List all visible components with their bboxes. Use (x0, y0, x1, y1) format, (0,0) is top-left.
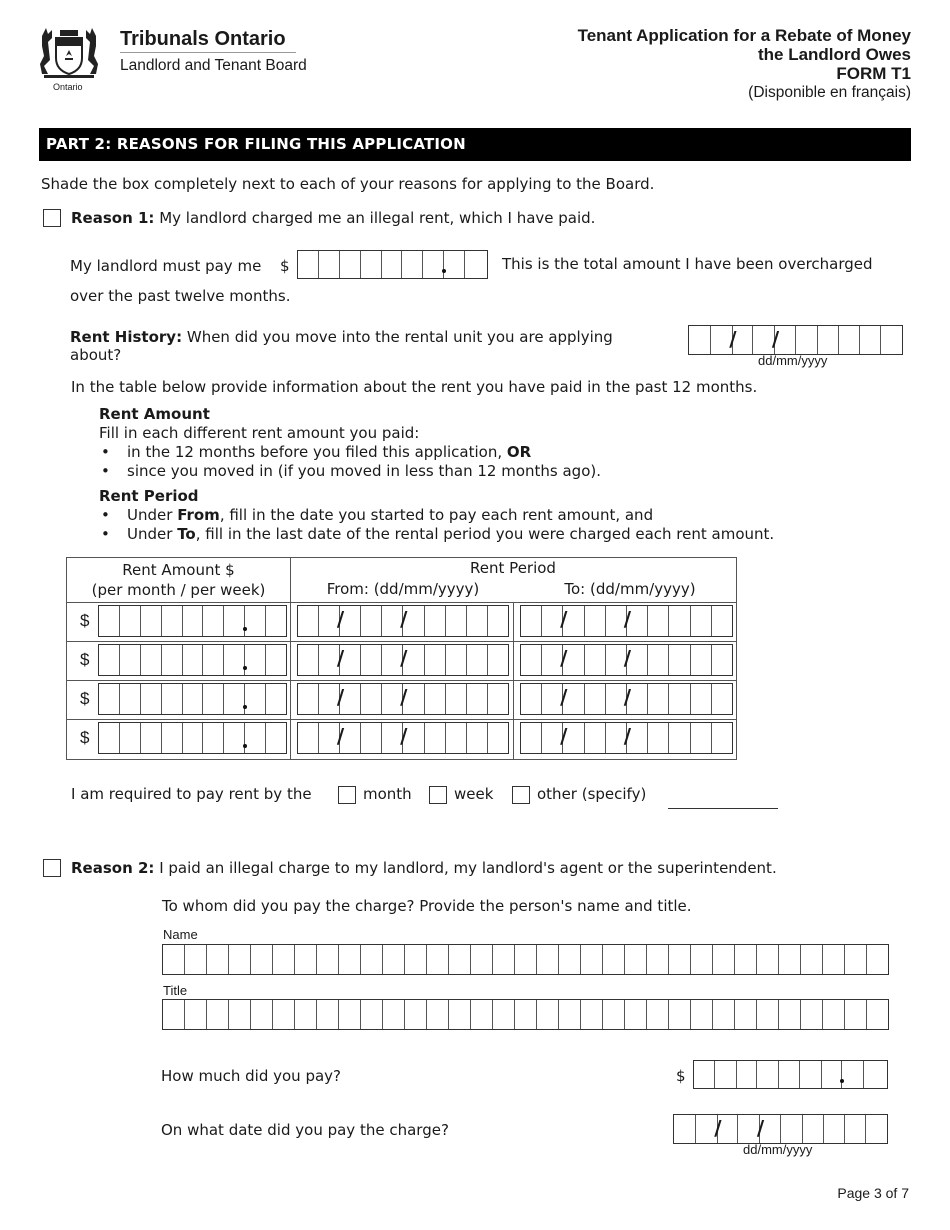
board-logo (36, 22, 316, 92)
charge-date-hint: dd/mm/yyyy (743, 1142, 813, 1157)
rent-amount-bullet-2: • since you moved in (if you moved in less than 12 months ago). (99, 462, 601, 481)
rent-table (66, 557, 737, 760)
how-much-question: How much did you pay? (161, 1067, 341, 1085)
rent-period-instructions (99, 487, 774, 544)
rent-to-date-input-row-3[interactable] (520, 683, 733, 715)
reason2-text: I paid an illegal charge to my landlord, my landlord's agent or the superintendent. (159, 859, 777, 877)
pay-by-other-label: other (specify) (537, 785, 647, 803)
rent-row-currency: $ (80, 728, 90, 747)
section-title: PART 2: REASONS FOR FILING THIS APPLICATION (46, 135, 466, 153)
reason1-text: My landlord charged me an illegal rent, which I have paid. (159, 209, 596, 227)
rent-amount-input-row-1[interactable] (98, 605, 287, 637)
pay-by-other-checkbox[interactable] (512, 786, 530, 804)
ontario-crest-icon (38, 26, 100, 82)
col-rent-period-header: Rent Period (470, 559, 556, 577)
rent-amount-text: Fill in each different rent amount you paid: (99, 424, 420, 442)
rent-row-currency: $ (80, 650, 90, 669)
reason1-checkbox[interactable] (43, 209, 61, 227)
pay-by-month-label: month (363, 785, 412, 803)
rent-to-date-input-row-2[interactable] (520, 644, 733, 676)
rent-history-q: When did you move into the rental unit you are applying (186, 328, 613, 346)
rent-amount-instructions (99, 405, 601, 481)
charge-currency: $ (676, 1067, 686, 1085)
move-in-date-hint: dd/mm/yyyy (758, 353, 828, 368)
pay-note-continued: over the past twelve months. (70, 287, 291, 305)
name-label: Name (163, 927, 198, 942)
pay-by-month-checkbox[interactable] (338, 786, 356, 804)
rent-amount-input-row-4[interactable] (98, 722, 287, 754)
section-bar (39, 128, 911, 161)
reason2-label: Reason 2: (71, 859, 155, 877)
charge-date-question: On what date did you pay the charge? (161, 1121, 449, 1139)
rent-period-bullet-2: • Under To, fill in the last date of the rental period you were charged each rent amount. (99, 525, 774, 544)
org-divider (120, 52, 296, 53)
pay-note: This is the total amount I have been overcharged (502, 255, 873, 273)
pay-by-week-checkbox[interactable] (429, 786, 447, 804)
org-name: Tribunals Ontario (120, 28, 286, 50)
rent-from-date-input-row-1[interactable] (297, 605, 509, 637)
charge-date-input[interactable] (673, 1114, 888, 1144)
form-id: FORM T1 (836, 64, 911, 83)
col-from-header: From: (dd/mm/yyyy) (326, 580, 480, 598)
reason2-statement (71, 859, 777, 877)
rent-from-date-input-row-3[interactable] (297, 683, 509, 715)
col-rent-amount-header: Rent Amount $ (per month / per week) (91, 561, 266, 599)
rent-from-date-input-row-4[interactable] (297, 722, 509, 754)
overcharge-amount-input[interactable] (297, 250, 488, 279)
pay-by-week-label: week (454, 785, 494, 803)
rent-amount-input-row-3[interactable] (98, 683, 287, 715)
french-availability: (Disponible en français) (748, 84, 911, 101)
rent-to-date-input-row-4[interactable] (520, 722, 733, 754)
pay-label: My landlord must pay me (70, 257, 262, 275)
payee-name-input[interactable] (162, 944, 889, 975)
table-intro: In the table below provide information about the rent you have paid in the past 12 months. (71, 378, 758, 396)
rent-amount-input-row-2[interactable] (98, 644, 287, 676)
form-title-line2: the Landlord Owes (757, 45, 911, 64)
rent-from-date-input-row-2[interactable] (297, 644, 509, 676)
org-subname: Landlord and Tenant Board (120, 57, 307, 74)
rent-history-label: Rent History: (70, 328, 183, 346)
charge-amount-input[interactable] (693, 1060, 888, 1089)
crest-caption: Ontario (53, 82, 83, 92)
pay-by-label: I am required to pay rent by the (71, 785, 312, 803)
rent-amount-heading: Rent Amount (99, 405, 210, 423)
payee-title-input[interactable] (162, 999, 889, 1030)
rent-history-q2: about? (70, 346, 122, 364)
rent-history-question (70, 328, 670, 364)
rent-amount-bullet-1: • in the 12 months before you filed this application, OR (99, 443, 601, 462)
rent-to-date-input-row-1[interactable] (520, 605, 733, 637)
intro-text: Shade the box completely next to each of your reasons for applying to the Board. (41, 175, 655, 193)
move-in-date-input[interactable] (688, 325, 903, 355)
reason1-statement (71, 209, 595, 227)
rent-row-currency: $ (80, 611, 90, 630)
pay-currency: $ (280, 257, 290, 275)
form-title-block (578, 26, 911, 102)
title-label: Title (163, 983, 188, 998)
col-to-header: To: (dd/mm/yyyy) (564, 580, 696, 598)
other-specify-field[interactable] (668, 808, 778, 809)
rent-row-currency: $ (80, 689, 90, 708)
form-title-line1: Tenant Application for a Rebate of Money (577, 26, 911, 45)
rent-period-heading: Rent Period (99, 487, 199, 505)
rent-period-bullet-1: • Under From, fill in the date you started to pay each rent amount, and (99, 506, 774, 525)
reason2-checkbox[interactable] (43, 859, 61, 877)
reason1-label: Reason 1: (71, 209, 155, 227)
page-number: Page 3 of 7 (837, 1185, 909, 1201)
whom-question: To whom did you pay the charge? Provide the person's name and title. (162, 897, 692, 915)
